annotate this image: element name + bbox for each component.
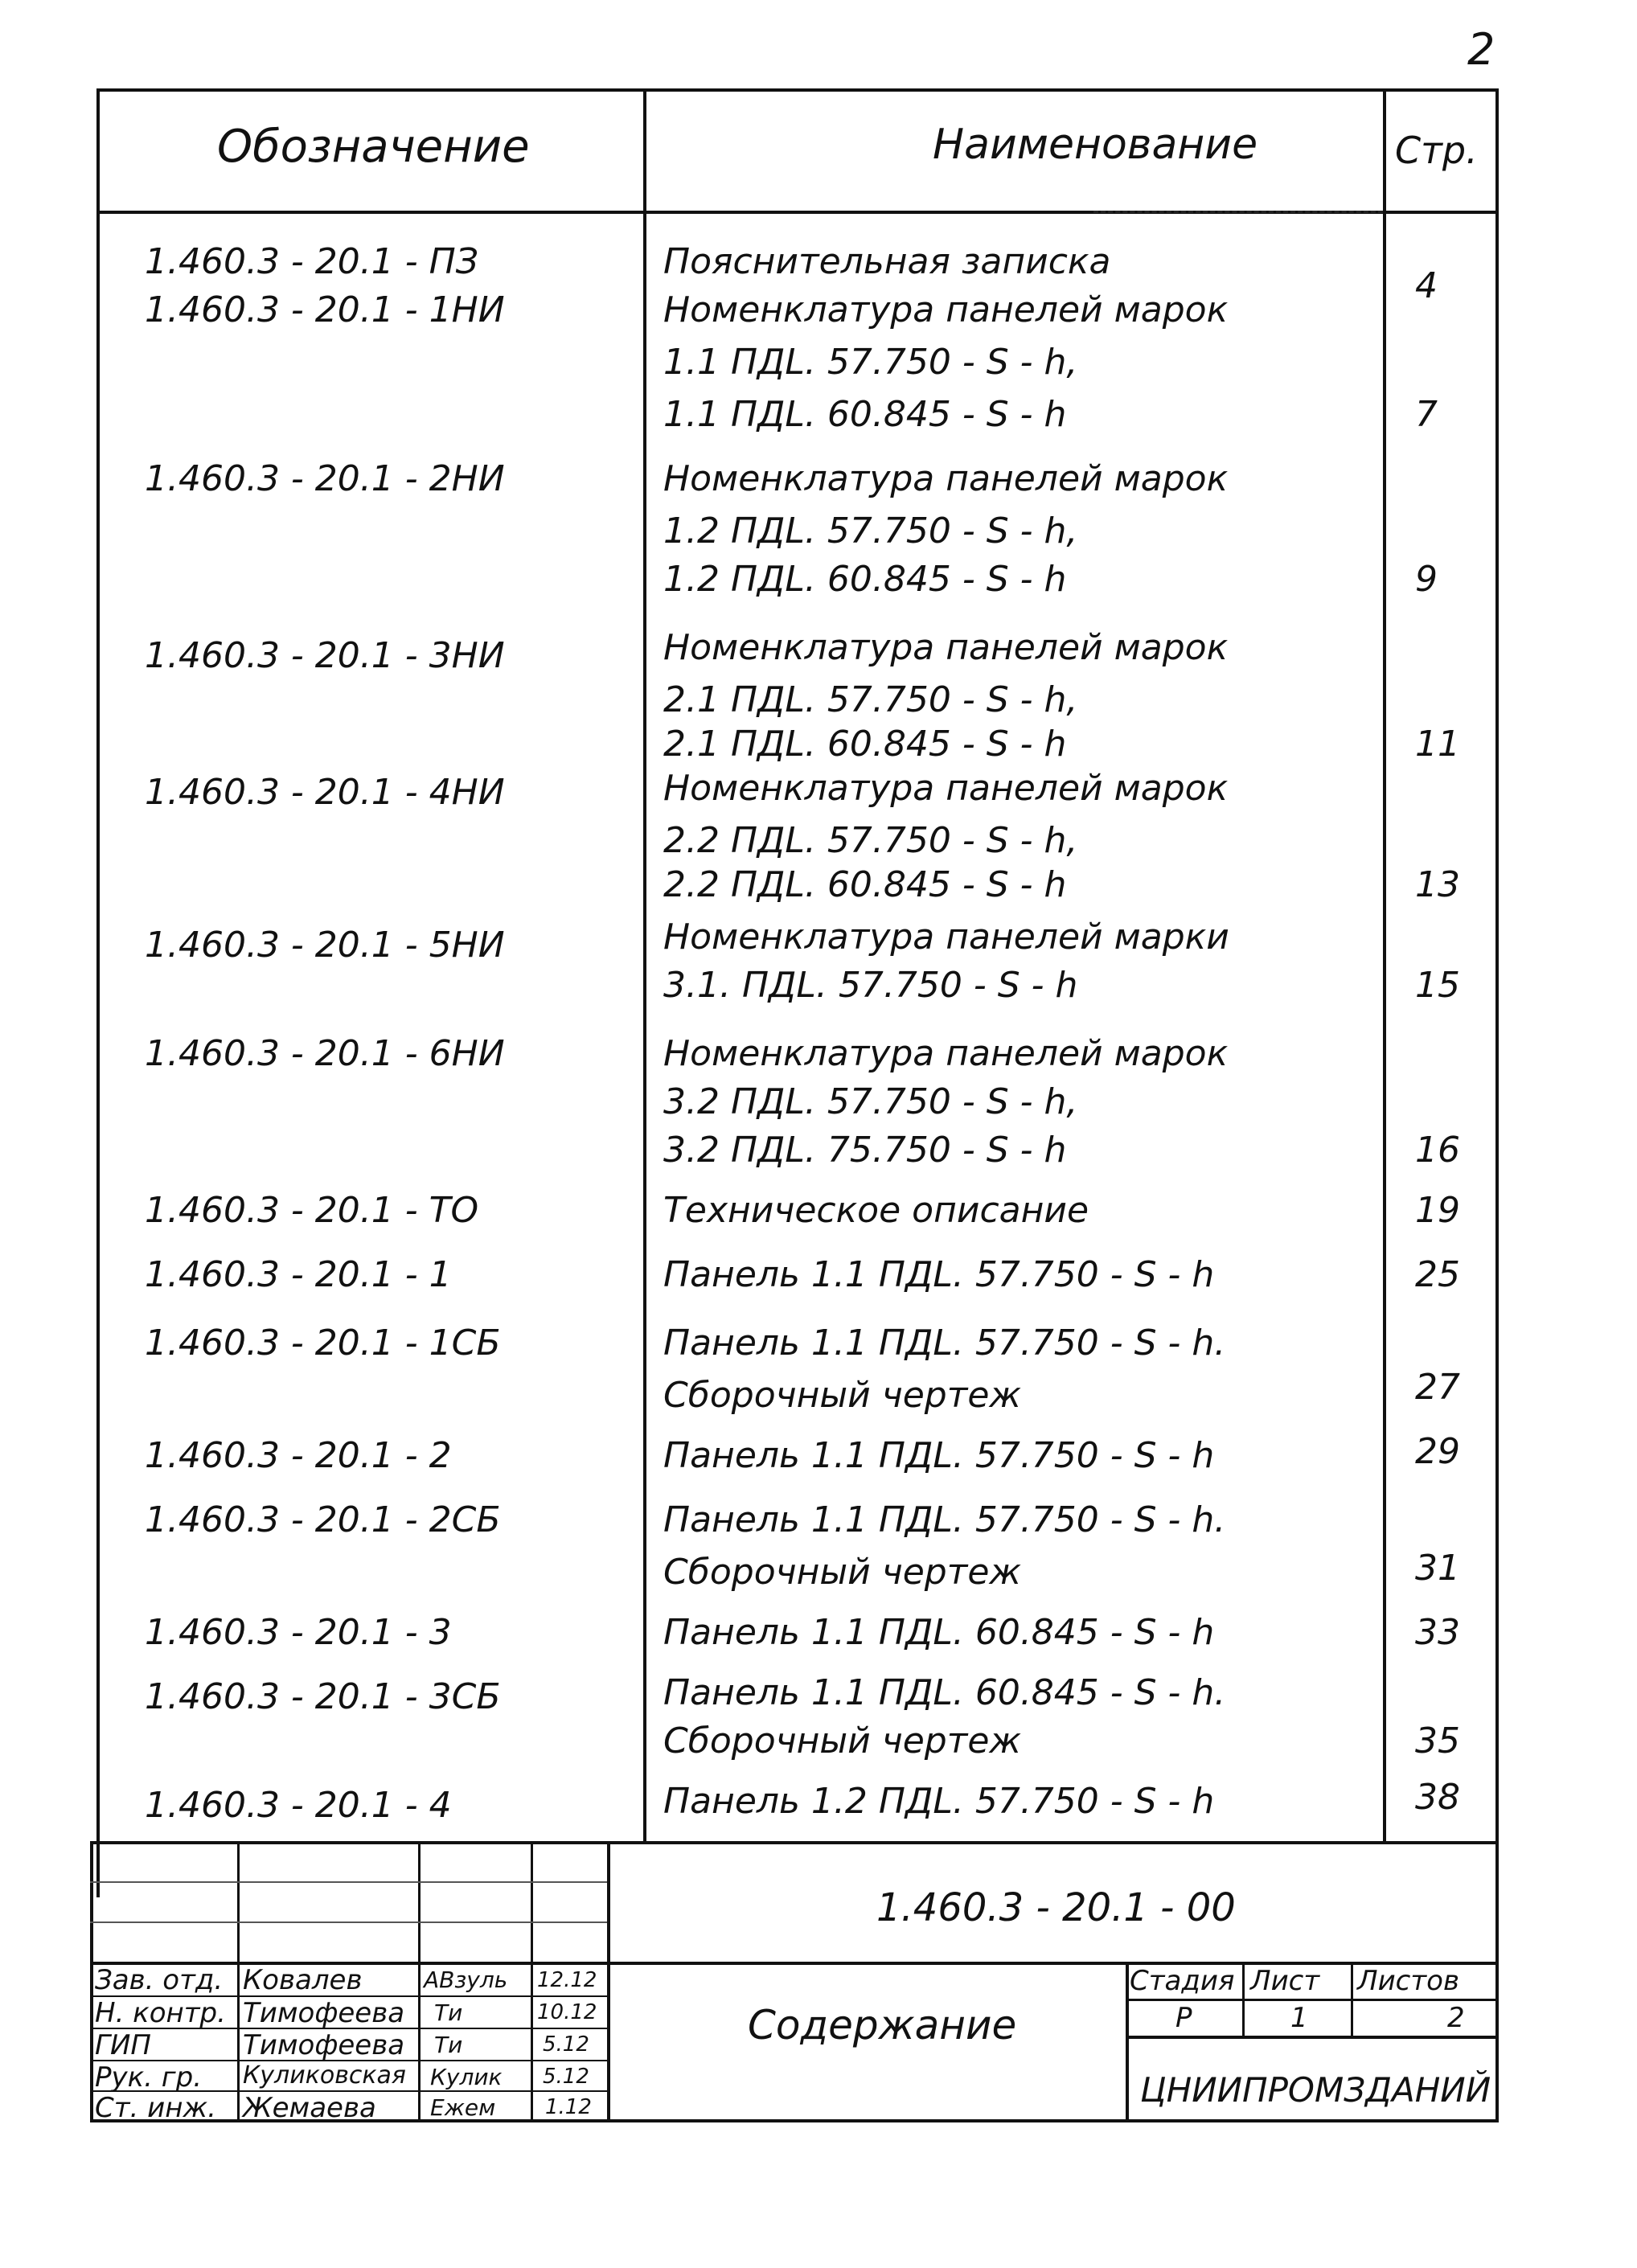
row-11-name: Панель 1.1 ПДL. 57.750 - S - h xyxy=(663,1435,1215,1476)
row-6-page: 15 xyxy=(1415,965,1460,1006)
doc-code: 1.460.3 - 20.1 - 00 xyxy=(876,1885,1236,1930)
sheet-label: Лист xyxy=(1250,1965,1320,1997)
stage-label: Стадия xyxy=(1130,1965,1235,1997)
signer-2-date: 10.12 xyxy=(537,2000,597,2024)
row-5-name-3: 2.2 ПДL. 60.845 - S - h xyxy=(663,864,1067,905)
title-block-stage-col-2 xyxy=(1351,1962,1353,2037)
header-dashed-line xyxy=(1093,211,1383,213)
signer-5-date: 1.12 xyxy=(545,2095,592,2119)
row-15-code: 1.460.3 - 20.1 - 4 xyxy=(145,1785,452,1826)
title-block-col-role-right xyxy=(237,1841,240,2122)
row-4-name-2: 2.1 ПДL. 57.750 - S - h, xyxy=(663,679,1078,720)
row-14-code: 1.460.3 - 20.1 - 3СБ xyxy=(145,1676,501,1717)
title-block-stage-bottom xyxy=(1126,2036,1499,2039)
header-page: Стр. xyxy=(1395,129,1478,172)
row-10-code: 1.460.3 - 20.1 - 1СБ xyxy=(145,1323,501,1364)
signer-3-date: 5.12 xyxy=(543,2032,589,2057)
revision-row-line-2 xyxy=(90,1921,607,1923)
signer-5-name: Жемаева xyxy=(243,2092,376,2124)
title-block-left xyxy=(90,1841,93,2122)
title-block-stage-left xyxy=(1126,1962,1129,2122)
row-1-page: 4 xyxy=(1415,265,1438,306)
row-8-code: 1.460.3 - 20.1 - ТО xyxy=(145,1190,479,1231)
row-7-name-3: 3.2 ПДL. 75.750 - S - h xyxy=(663,1130,1067,1171)
organization-name: ЦНИИПРОМЗДАНИЙ xyxy=(1140,2070,1491,2110)
row-3-name-3: 1.2 ПДL. 60.845 - S - h xyxy=(663,559,1067,600)
row-2-code: 1.460.3 - 20.1 - 1НИ xyxy=(145,289,505,330)
row-7-name-2: 3.2 ПДL. 57.750 - S - h, xyxy=(663,1081,1078,1122)
doc-title: Содержание xyxy=(748,2002,1017,2049)
row-10-name-2: Сборочный чертеж xyxy=(663,1375,1022,1416)
row-4-name-3: 2.1 ПДL. 60.845 - S - h xyxy=(663,724,1067,765)
row-7-code: 1.460.3 - 20.1 - 6НИ xyxy=(145,1033,505,1074)
signer-3-role: ГИП xyxy=(95,2029,151,2061)
sheet-number: 2 xyxy=(1467,24,1495,75)
sheet-value: 1 xyxy=(1290,2002,1308,2034)
signer-3-name: Тимофеева xyxy=(243,2029,405,2061)
row-3-page: 9 xyxy=(1415,559,1438,600)
row-4-page: 11 xyxy=(1415,724,1460,765)
signer-1-date: 12.12 xyxy=(537,1968,597,1992)
row-4-name-1: Номенклатура панелей марок xyxy=(663,627,1229,668)
row-2-name-1: Номенклатура панелей марок xyxy=(663,289,1229,330)
signer-4-date: 5.12 xyxy=(543,2065,589,2089)
row-8-name: Техническое описание xyxy=(663,1190,1089,1231)
signer-4-signature: Кулик xyxy=(430,2064,503,2090)
row-2-name-3: 1.1 ПДL. 60.845 - S - h xyxy=(663,394,1067,435)
sheets-label: Листов xyxy=(1357,1965,1460,1997)
row-9-page: 25 xyxy=(1415,1254,1460,1295)
row-13-code: 1.460.3 - 20.1 - 3 xyxy=(145,1612,452,1653)
row-5-code: 1.460.3 - 20.1 - 4НИ xyxy=(145,772,505,813)
signer-4-role: Рук. гр. xyxy=(95,2061,203,2094)
row-6-name-2: 3.1. ПДL. 57.750 - S - h xyxy=(663,965,1078,1006)
signer-1-role: Зав. отд. xyxy=(95,1964,224,1996)
title-block-stage-col-1 xyxy=(1242,1962,1245,2037)
frame-col-divider-1 xyxy=(643,88,646,1841)
title-block-col-sig-right xyxy=(531,1841,533,2122)
title-block-stage-header-bottom xyxy=(1126,1999,1499,2001)
title-block-left-section-right xyxy=(607,1841,610,2122)
row-13-page: 33 xyxy=(1415,1612,1460,1653)
signer-5-role: Ст. инж. xyxy=(95,2092,216,2124)
row-8-page: 19 xyxy=(1415,1190,1460,1231)
row-9-code: 1.460.3 - 20.1 - 1 xyxy=(145,1254,452,1295)
row-5-name-1: Номенклатура панелей марок xyxy=(663,768,1229,809)
row-1-name: Пояснительная записка xyxy=(663,241,1111,282)
revision-row-line-1 xyxy=(90,1881,607,1883)
frame-top xyxy=(96,88,1495,92)
frame-left xyxy=(96,88,100,1897)
row-3-name-2: 1.2 ПДL. 57.750 - S - h, xyxy=(663,511,1078,552)
signer-1-signature: АВзуль xyxy=(424,1967,508,1993)
row-10-name-1: Панель 1.1 ПДL. 57.750 - S - h. xyxy=(663,1323,1226,1364)
signer-2-name: Тимофеева xyxy=(243,1997,405,2029)
signer-1-name: Ковалев xyxy=(243,1964,363,1996)
row-7-name-1: Номенклатура панелей марок xyxy=(663,1033,1229,1074)
row-7-page: 16 xyxy=(1415,1130,1460,1171)
row-10-page: 27 xyxy=(1415,1367,1460,1408)
signer-2-role: Н. контр. xyxy=(95,1997,226,2029)
row-11-code: 1.460.3 - 20.1 - 2 xyxy=(145,1435,452,1476)
signer-2-signature: Ти xyxy=(434,1999,463,2026)
row-15-page: 38 xyxy=(1415,1777,1460,1818)
row-11-page: 29 xyxy=(1415,1431,1460,1472)
row-14-name-1: Панель 1.1 ПДL. 60.845 - S - h. xyxy=(663,1672,1226,1713)
row-15-name: Панель 1.2 ПДL. 57.750 - S - h xyxy=(663,1781,1215,1822)
row-5-page: 13 xyxy=(1415,864,1460,905)
header-designation: Обозначение xyxy=(217,121,530,173)
row-14-page: 35 xyxy=(1415,1720,1460,1761)
row-12-name-1: Панель 1.1 ПДL. 57.750 - S - h. xyxy=(663,1499,1226,1540)
signer-4-name: Куликовская xyxy=(243,2061,406,2090)
row-6-name-1: Номенклатура панелей марки xyxy=(663,917,1229,958)
row-12-code: 1.460.3 - 20.1 - 2СБ xyxy=(145,1499,501,1540)
row-12-page: 31 xyxy=(1415,1548,1460,1589)
row-5-name-2: 2.2 ПДL. 57.750 - S - h, xyxy=(663,820,1078,861)
header-name: Наименование xyxy=(933,121,1258,169)
stage-value: Р xyxy=(1175,2002,1192,2034)
row-3-code: 1.460.3 - 20.1 - 2НИ xyxy=(145,458,505,499)
row-2-page: 7 xyxy=(1415,394,1438,435)
frame-col-divider-2 xyxy=(1383,88,1386,1841)
row-6-code: 1.460.3 - 20.1 - 5НИ xyxy=(145,925,505,966)
row-3-name-1: Номенклатура панелей марок xyxy=(663,458,1229,499)
title-block-col-name-right xyxy=(418,1841,421,2122)
row-12-name-2: Сборочный чертеж xyxy=(663,1552,1022,1593)
signer-3-signature: Ти xyxy=(434,2032,463,2058)
row-1-code: 1.460.3 - 20.1 - ПЗ xyxy=(145,241,478,282)
row-13-name: Панель 1.1 ПДL. 60.845 - S - h xyxy=(663,1612,1215,1653)
row-2-name-2: 1.1 ПДL. 57.750 - S - h, xyxy=(663,342,1078,383)
sheets-value: 2 xyxy=(1447,2002,1465,2034)
row-14-name-2: Сборочный чертеж xyxy=(663,1720,1022,1761)
title-block-top xyxy=(90,1841,1499,1844)
row-9-name: Панель 1.1 ПДL. 57.750 - S - h xyxy=(663,1254,1215,1295)
signer-5-signature: Ежем xyxy=(430,2094,496,2121)
frame-right xyxy=(1495,88,1499,2122)
row-4-code: 1.460.3 - 20.1 - 3НИ xyxy=(145,635,505,676)
